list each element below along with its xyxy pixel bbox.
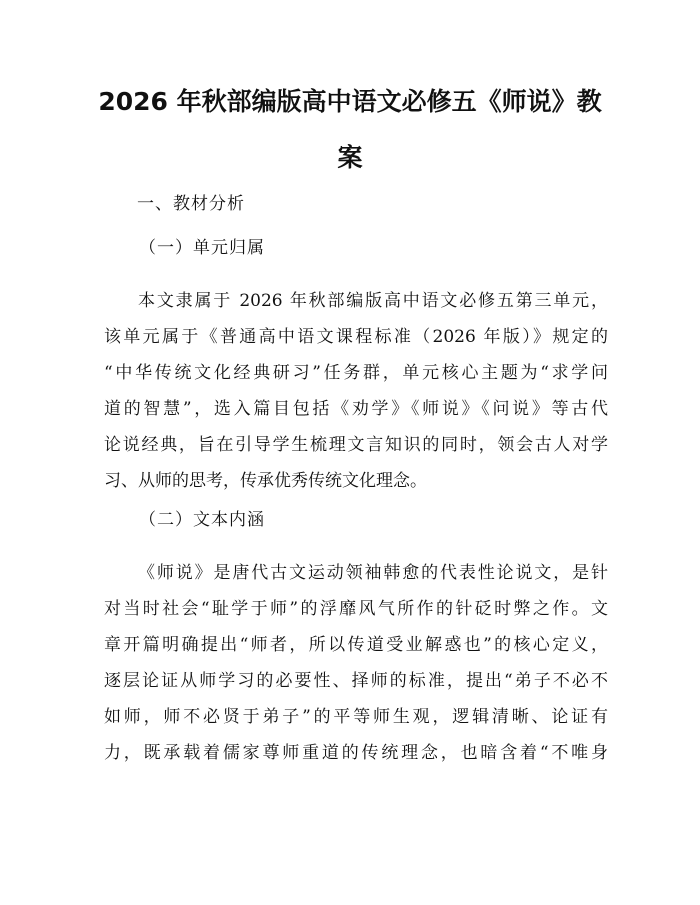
paragraph-line: 章开篇明确提出“师者，所以传道受业解惑也”的核心定义， <box>104 635 608 655</box>
paragraph-line: 如师，师不必贤于弟子”的平等师生观，逻辑清晰、论证有 <box>104 707 608 727</box>
paragraph-line: 本文隶属于 2026 年秋部编版高中语文必修五第三单元， <box>138 291 608 311</box>
paragraph-line: 该单元属于《普通高中语文课程标准（2026 年版）》规定的 <box>104 327 608 347</box>
subsection-heading-text-meaning: （二）文本内涵 <box>139 510 265 530</box>
paragraph-line: 习、从师的思考，传承优秀传统文化理念。 <box>104 471 427 491</box>
paragraph-line: 对当时社会“耻学于师”的浮靡风气所作的针砭时弊之作。文 <box>104 599 608 619</box>
paragraph-line: 道的智慧”，选入篇目包括《劝学》《师说》《问说》等古代 <box>104 399 608 419</box>
paragraph-line: 逐层论证从师学习的必要性、择师的标准，提出“弟子不必不 <box>104 671 608 691</box>
subsection-heading-unit: （一）单元归属 <box>139 238 265 258</box>
paragraph-text-meaning <box>104 555 608 771</box>
document-title-line-2: 案 <box>337 143 363 172</box>
paragraph-line: 力，既承载着儒家尊师重道的传统理念，也暗含着“不唯身 <box>104 743 608 763</box>
document-title-line-1: 2026 年秋部编版高中语文必修五《师说》教 <box>98 87 602 116</box>
paragraph-unit-description <box>104 283 608 499</box>
paragraph-line: “中华传统文化经典研习”任务群，单元核心主题为“求学问 <box>104 363 608 383</box>
section-heading-textbook-analysis: 一、教材分析 <box>137 194 245 214</box>
paragraph-line: 《师说》是唐代古文运动领袖韩愈的代表性论说文，是针 <box>138 563 608 583</box>
paragraph-line: 论说经典，旨在引导学生梳理文言知识的同时，领会古人对学 <box>104 435 608 455</box>
